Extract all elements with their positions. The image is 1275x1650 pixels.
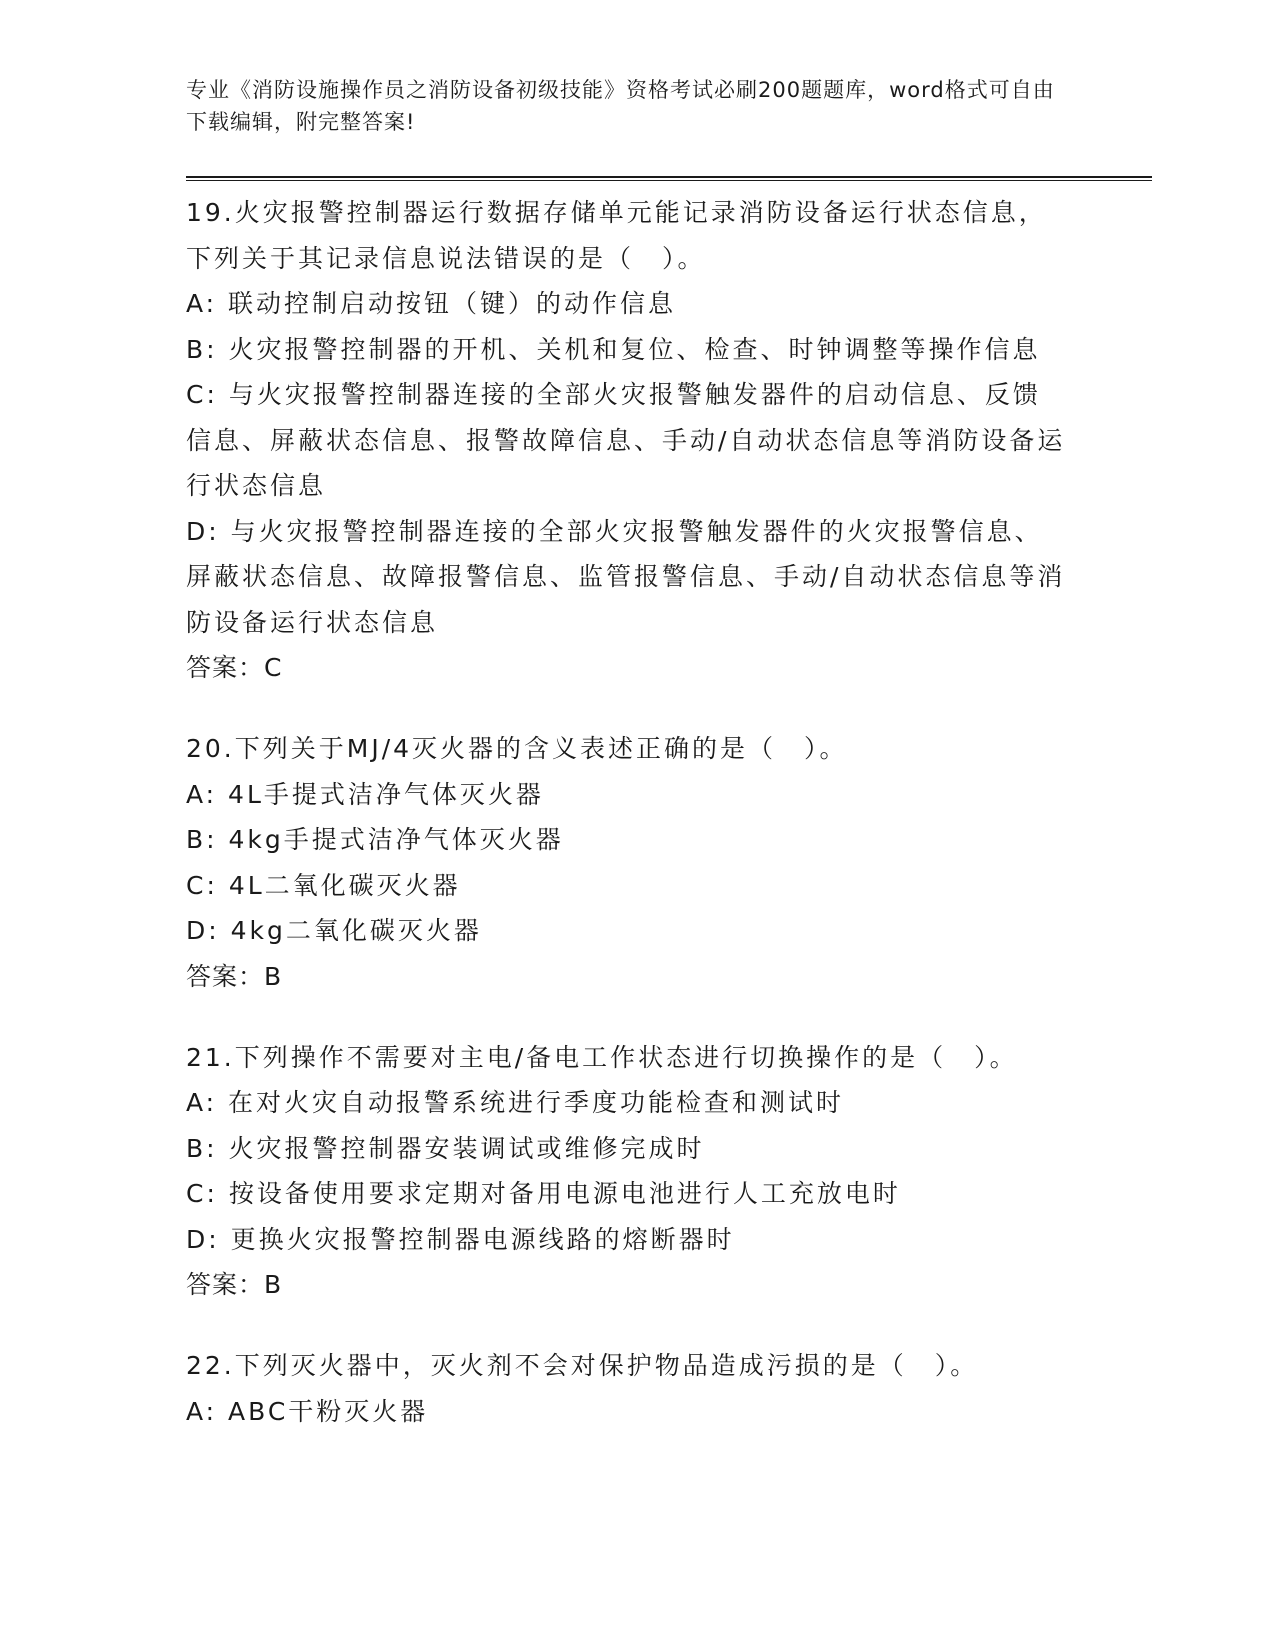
answer-label: 答案： xyxy=(186,653,265,682)
question-stem: 21.下列操作不需要对主电/备电工作状态进行切换操作的是（ ）。 xyxy=(186,1042,1018,1072)
answer-line xyxy=(186,1262,1066,1307)
answer-line xyxy=(186,645,1066,690)
option-c: C: 4L二氧化碳灭火器 xyxy=(186,870,461,900)
option-d: D: 与火灾报警控制器连接的全部火灾报警触发器件的火灾报警信息、屏蔽状态信息、故障报警信息、监管报警信息、手动/自动状态信息等消防设备运行状态信息 xyxy=(186,516,1066,637)
document-header: 专业《消防设施操作员之消防设备初级技能》资格考试必刷200题题库，word格式可自由下载编辑，附完整答案! xyxy=(186,78,1055,134)
option-c: C: 按设备使用要求定期对备用电源电池进行人工充放电时 xyxy=(186,1179,901,1208)
answer-line xyxy=(186,954,1066,999)
option-d: D: 更换火灾报警控制器电源线路的熔断器时 xyxy=(186,1224,735,1254)
option-a: A: 4L手提式洁净气体灭火器 xyxy=(186,779,544,809)
option-b: B: 火灾报警控制器的开机、关机和复位、检查、时钟调整等操作信息 xyxy=(186,334,1041,364)
answer-value: C xyxy=(264,653,283,682)
answer-value: B xyxy=(264,1270,283,1299)
option-a: A: ABC干粉灭火器 xyxy=(186,1396,429,1426)
question-stem: 19.火灾报警控制器运行数据存储单元能记录消防设备运行状态信息，下列关于其记录信息说法错误的是（ ）。 xyxy=(186,198,1047,273)
question-stem: 22.下列灭火器中，灭火剂不会对保护物品造成污损的是（ ）。 xyxy=(186,1351,979,1380)
question-21 xyxy=(186,1035,1066,1308)
question-list xyxy=(186,190,1066,1470)
option-a: A: 联动控制启动按钮（键）的动作信息 xyxy=(186,289,677,318)
option-a: A: 在对火灾自动报警系统进行季度功能检查和测试时 xyxy=(186,1088,845,1117)
answer-value: B xyxy=(264,961,283,991)
question-22 xyxy=(186,1343,1066,1434)
question-19 xyxy=(186,190,1066,690)
option-c: C: 与火灾报警控制器连接的全部火灾报警触发器件的启动信息、反馈信息、屏蔽状态信息、报警故障信息、手动/自动状态信息等消防设备运行状态信息 xyxy=(186,380,1066,500)
option-b: B: 4kg手提式洁净气体灭火器 xyxy=(186,825,564,854)
option-d: D: 4kg二氧化碳灭火器 xyxy=(186,916,482,945)
header-divider xyxy=(186,176,1152,181)
question-20 xyxy=(186,726,1066,999)
answer-label: 答案： xyxy=(186,961,265,991)
option-b: B: 火灾报警控制器安装调试或维修完成时 xyxy=(186,1133,705,1163)
question-stem: 20.下列关于MJ/4灭火器的含义表述正确的是（ ）。 xyxy=(186,734,848,763)
answer-label: 答案： xyxy=(186,1270,265,1299)
